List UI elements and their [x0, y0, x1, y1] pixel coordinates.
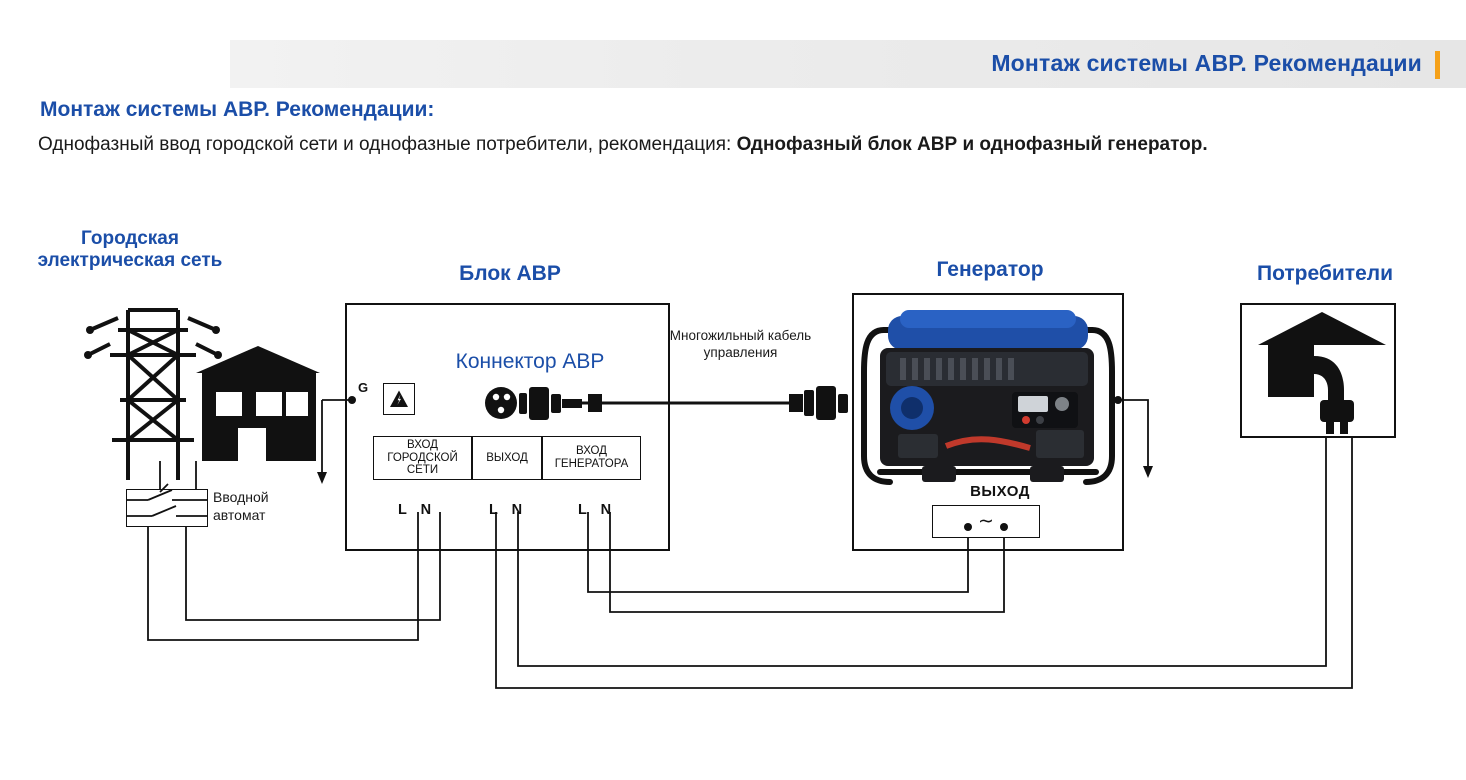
- page-title: Монтаж системы АВР. Рекомендации:: [40, 98, 435, 121]
- pin-labels-mains: L N: [398, 502, 437, 518]
- label-generator-output: ВЫХОД: [970, 483, 1030, 500]
- intro-text-bold: Однофазный блок АВР и однофазный генератор.: [736, 134, 1208, 155]
- terminal-mains-input: ВХОД ГОРОДСКОЙ СЕТИ: [373, 436, 472, 480]
- intro-text-regular: Однофазный ввод городской сети и однофазные потребители, рекомендация:: [38, 134, 737, 155]
- wiring: [148, 400, 1352, 688]
- consumers-box: [1240, 303, 1396, 438]
- house-windows: [216, 392, 308, 461]
- power-tower-insulators: [84, 326, 222, 359]
- outlet-ac-symbol: ∼: [978, 511, 994, 532]
- intro-paragraph: [38, 131, 1378, 159]
- label-ground: G: [358, 380, 369, 395]
- label-generator: Генератор: [936, 258, 1044, 281]
- pin-labels-generator: L N: [578, 502, 617, 518]
- warning-icon-box: [383, 383, 415, 415]
- label-control-cable: Многожильный кабель управления: [669, 328, 812, 360]
- input-breaker-box: [126, 489, 208, 527]
- terminal-generator-input: ВХОД ГЕНЕРАТОРА: [542, 436, 641, 480]
- house-icon: [196, 346, 320, 461]
- label-consumers: Потребители: [1256, 262, 1393, 285]
- generator-outlet-box: [932, 505, 1040, 538]
- power-tower-icon: [88, 310, 218, 480]
- label-avr-unit: Блок АВР: [459, 262, 561, 285]
- label-avr-connector: Коннектор АВР: [455, 350, 605, 373]
- terminal-output: ВЫХОД: [472, 436, 542, 480]
- label-input-breaker: Вводной автомат: [213, 489, 269, 523]
- label-city-grid: Городская электрическая сеть: [37, 228, 223, 271]
- header-title: Монтаж системы АВР. Рекомендации: [991, 50, 1422, 76]
- pin-labels-output: L N: [489, 502, 528, 518]
- warning-triangle-icon: [388, 388, 410, 410]
- header-accent-bar: [1435, 51, 1440, 79]
